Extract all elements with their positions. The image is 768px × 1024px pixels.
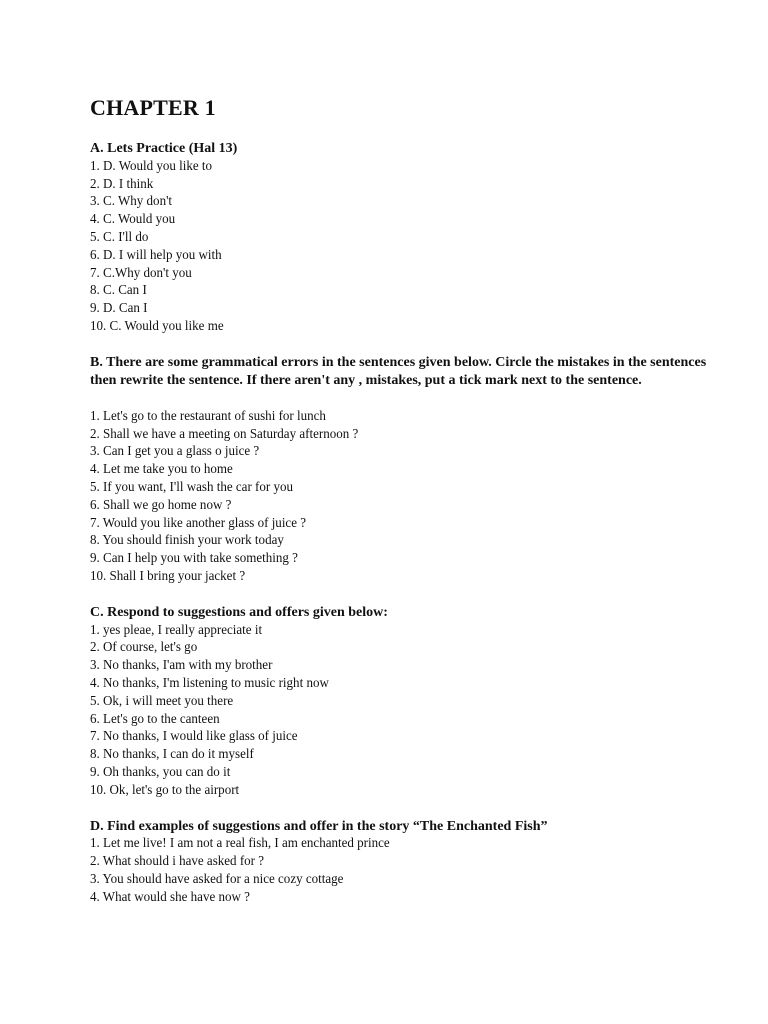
list-item: 2. D. I think <box>90 176 154 192</box>
list-item: 1. yes pleae, I really appreciate it <box>90 622 263 638</box>
list-item: 1. D. Would you like to <box>90 158 213 174</box>
section-a-heading: A. Lets Practice (Hal 13) <box>90 141 238 156</box>
list-item: 6. D. I will help you with <box>90 247 222 263</box>
list-item: 1. Let's go to the restaurant of sushi for lunch <box>90 408 326 424</box>
list-item: 9. Oh thanks, you can do it <box>90 764 231 780</box>
list-item: 3. No thanks, I'am with my brother <box>90 658 273 674</box>
list-item: 6. Let's go to the canteen <box>90 711 220 727</box>
section-b <box>90 354 710 586</box>
list-item: 9. Can I help you with take something ? <box>90 551 298 567</box>
list-item: 1. Let me live! I am not a real fish, I am enchanted prince <box>90 836 390 852</box>
list-item: 10. Shall I bring your jacket ? <box>90 568 246 584</box>
document-page <box>90 94 710 924</box>
list-item: 7. Would you like another glass of juice ? <box>90 515 307 531</box>
list-item: 2. What should i have asked for ? <box>90 854 265 870</box>
list-item: 6. Shall we go home now ? <box>90 497 232 513</box>
list-item: 4. What would she have now ? <box>90 889 250 905</box>
list-item: 8. No thanks, I can do it myself <box>90 747 254 763</box>
section-d-heading: D. Find examples of suggestions and offer in the story “The Enchanted Fish” <box>90 818 548 834</box>
list-item: 2. Shall we have a meeting on Saturday afternoon ? <box>90 426 359 442</box>
list-item: 7. C.Why don't you <box>90 265 192 281</box>
list-item: 4. C. Would you <box>90 212 176 228</box>
list-item: 2. Of course, let's go <box>90 640 198 656</box>
list-item: 9. D. Can I <box>90 301 148 317</box>
list-item: 3. You should have asked for a nice cozy cottage <box>90 871 344 887</box>
list-item: 4. No thanks, I'm listening to music right now <box>90 675 329 691</box>
list-item: 8. You should finish your work today <box>90 533 284 549</box>
list-item: 3. Can I get you a glass o juice ? <box>90 444 260 460</box>
chapter-title: CHAPTER 1 <box>90 95 216 120</box>
list-item: 10. C. Would you like me <box>90 318 224 334</box>
section-c-heading: C. Respond to suggestions and offers given below: <box>90 604 388 620</box>
list-item: 4. Let me take you to home <box>90 462 233 478</box>
section-c <box>90 604 710 800</box>
list-item: 10. Ok, let's go to the airport <box>90 782 240 798</box>
list-item: 5. C. I'll do <box>90 229 149 245</box>
list-item: 7. No thanks, I would like glass of juice <box>90 729 298 745</box>
list-item: 5. Ok, i will meet you there <box>90 693 234 709</box>
list-item: 3. C. Why don't <box>90 194 173 210</box>
section-d <box>90 818 710 907</box>
section-a <box>90 140 710 336</box>
list-item: 8. C. Can I <box>90 283 147 299</box>
list-item: 5. If you want, I'll wash the car for you <box>90 479 294 495</box>
section-b-heading: B. There are some grammatical errors in the sentences given below. Circle the mistakes in the sentences then rewrite the sentence. If there aren't any , mistakes, put a tick mark next to the sentence. <box>90 354 707 388</box>
